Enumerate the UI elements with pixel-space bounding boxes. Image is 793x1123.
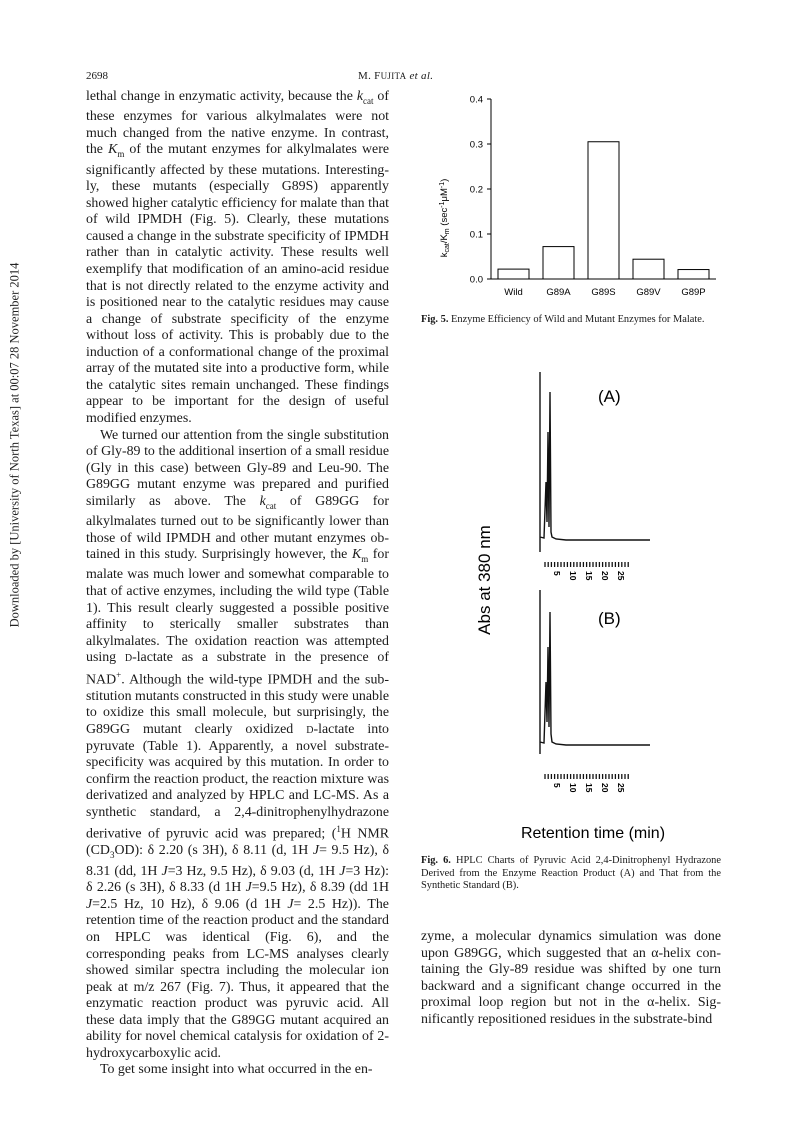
figure-5-caption	[421, 314, 721, 327]
hplc-tick-label: 15	[584, 783, 594, 793]
fig5-ylabel: $k_{cat}/K_m$ $(\sec^{-1}\mu M^{-1})$	[439, 178, 451, 258]
fig5-xtick-label: G89A	[546, 287, 571, 298]
fig5-bar	[498, 269, 529, 279]
hplc-tick-label: 25	[616, 783, 626, 793]
figure-6-chart	[470, 362, 700, 842]
figure-5-chart	[421, 88, 741, 308]
paragraph-2: We turned our attention from the single substitution of Gly-89 to the additional insertion of a small residue (Gly in this case) between Gly-89 and Leu-90. The G89GG mutant enzyme was prepared and purified similarly as above. The $k_{cat}$ of G89GG for alkylmalates turned out to be significantly lower than those of wild IPMDH and other mutant enzymes obtained in this study. Surprisingly however, the $K_m$ for malate was much lower and somewhat comparable to that of active enzymes, including the wild type (Table 1). This result clearly suggested a possible positive affinity to sterically smaller substrates than alkylmalates. The oxidation reaction was attempted using d-lactate as a substrate in the presence of NAD+. Although the wild-type IPMDH and the substitution mutants constructed in this study were unable to oxidize this small molecule, but surprisingly, the G89GG mutant clearly oxidized d-lactate into pyruvate (Table 1). Apparently, a novel substrate-specificity was acquired by this mutation. In order to confirm the reaction product, the reaction mixture was derivatized and analyzed by HPLC and LC-MS. As a synthetic standard, a 2,4-dinitrophenylhydrazone derivative of pyruvic acid was prepared; ($^1$H NMR $(CD_3OD)$: δ 2.20 (s 3H), δ 8.11 (d, 1H J= 9.5 Hz), δ 8.31 (dd, 1H J=3 Hz, 9.5 Hz), δ 9.03 (d, 1H J=3 Hz): δ 2.26 (s 3H), δ 8.33 (d 1H J=9.5 Hz), δ 8.39 (dd 1H J=2.5 Hz, 10 Hz), δ 9.06 (d 1H J= 2.5 Hz)). The retention time of the reaction product and the standard on HPLC was identical (Fig. 6), and the corresponding peaks from LC-MS analyses clearly showed similar spectra including the molecular ion peak at m/z 267 (Fig. 7). Thus, it appeared that the enzymatic reaction product was pyruvic acid. All these data imply that the G89GG mutant acquired an ability for novel chemical catalysis for oxidation of 2-hydroxycarboxylic acid.	[86, 427, 390, 1061]
download-notice	[8, 235, 22, 655]
page-number: 2698	[86, 70, 108, 82]
hplc-tick-label: 10	[568, 571, 578, 581]
hplc-tick-label: 5	[552, 571, 562, 576]
fig5-label: Fig. 5.	[421, 314, 449, 325]
fig5-ytick-label: 0.1	[469, 229, 483, 241]
right-paragraph: zyme, a molecular dynamics simulation was done upon G89GG, which suggested that an α-helix containing the Gly-89 residue was shifted by one turn backward and a significant change occurred in the proximal loop region but not in the α-helix. Significantly repositioned residues in the substrate-bind	[421, 929, 721, 1027]
hplc-tick-label: 25	[616, 571, 626, 581]
panel-a-label: (A)	[598, 387, 621, 406]
fig6-label: Fig. 6.	[421, 855, 451, 866]
fig5-bar	[543, 247, 574, 279]
fig6-caption-text: HPLC Charts of Pyruvic Acid 2,4-Dinitrophenyl Hydrazone Derived from the Enzyme Reaction Product (A) and That from the Synthetic Standard (B).	[421, 855, 721, 892]
fig5-plot-area	[470, 95, 716, 299]
fig5-ytick-label: 0.0	[469, 274, 483, 286]
fig5-caption-text: Enzyme Efficiency of Wild and Mutant Enzymes for Malate.	[451, 314, 705, 325]
fig5-ytick-label: 0.2	[469, 184, 483, 196]
fig5-xtick-label: G89S	[591, 287, 616, 298]
figure-6-caption	[421, 855, 721, 893]
right-column	[421, 929, 721, 1028]
fig5-ytick-label: 0.3	[469, 139, 483, 151]
fig5-xtick-label: G89V	[636, 287, 661, 298]
panel-b-ticks	[545, 774, 628, 793]
fig5-bar	[588, 142, 619, 279]
left-column	[86, 89, 389, 1079]
hplc-tick-label: 15	[584, 571, 594, 581]
download-notice-text: Downloaded by [University of North Texas] at 00:07 28 November 2014	[7, 262, 22, 628]
hplc-trace-b	[540, 590, 650, 754]
fig5-bar	[633, 259, 664, 279]
fig5-xtick-label: G89P	[681, 287, 706, 298]
running-head: M. FUJITA et al.	[358, 70, 434, 82]
fig5-bar	[678, 270, 709, 279]
hplc-trace-a	[540, 372, 650, 552]
fig6-ylabel: Abs at 380 nm	[475, 525, 494, 635]
paragraph-3: To get some insight into what occurred in the en-	[100, 1062, 373, 1078]
fig6-xlabel: Retention time (min)	[520, 825, 666, 842]
hplc-tick-label: 10	[568, 783, 578, 793]
fig5-xtick-label: Wild	[504, 287, 523, 298]
paragraph-1: lethal change in enzymatic activity, because the $k_{cat}$ of these enzymes for various alkylmalates were not much changed from the native enzyme. In contrast, the $K_m$ of the mutant enzymes for alkylmalates were significantly affected by these mutations. Interestingly, these mutants (especially G89S) apparently showed higher catalytic efficiency for malate than that of wild IPMDH (Fig. 5). Clearly, these mutations caused a change in the substrate specificity of IPMDH rather than in catalytic activity. These results well exemplify that modification of an amino-acid residue that is not directly related to the enzyme activity and is positioned near to the catalytic residues may cause a change of substrate specificity of the enzyme without loss of activity. This is probably due to the induction of a conformational change of the proximal array of the mutated site into a productive form, while the catalytic sites remain unchanged. These findings appear to be important for the design of useful modified enzymes.	[86, 89, 389, 426]
panel-a-ticks	[545, 562, 628, 581]
hplc-tick-label: 20	[600, 571, 610, 581]
panel-b-label: (B)	[598, 609, 621, 628]
hplc-tick-label: 20	[600, 783, 610, 793]
hplc-tick-label: 5	[552, 783, 562, 788]
fig5-ytick-label: 0.4	[469, 94, 483, 106]
